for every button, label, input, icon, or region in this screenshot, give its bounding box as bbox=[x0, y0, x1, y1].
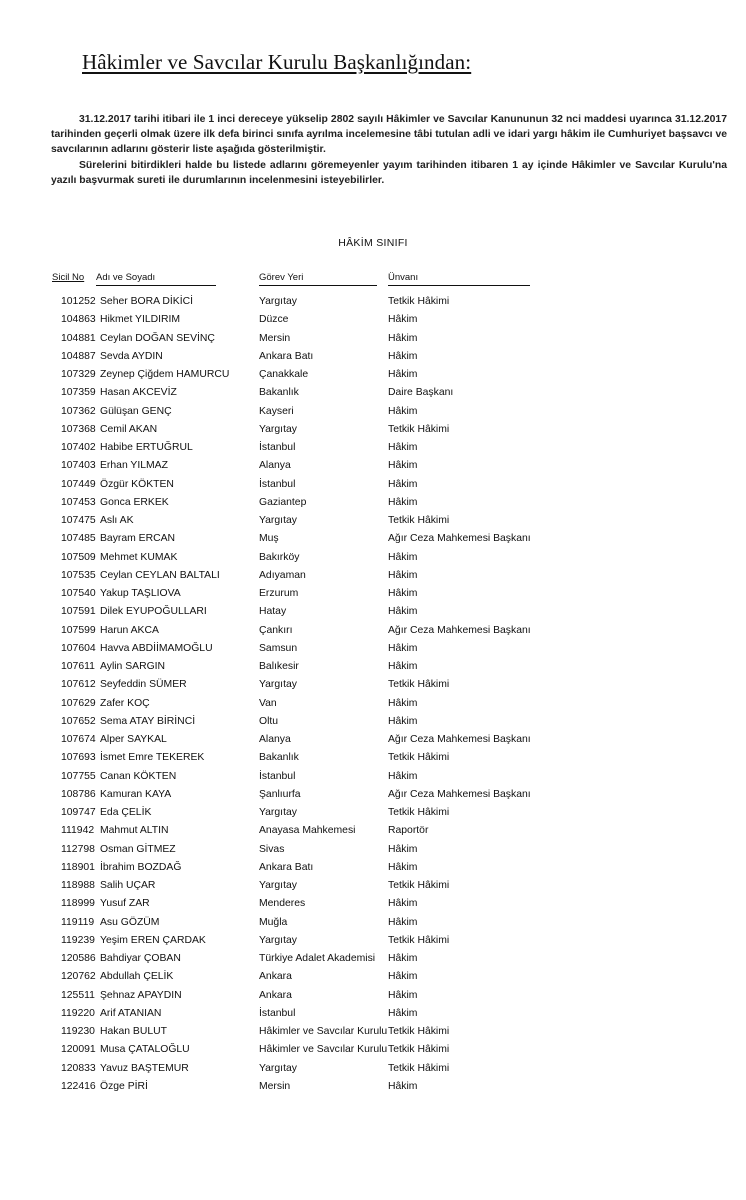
table-row bbox=[0, 950, 746, 968]
duty-location: Kayseri bbox=[259, 405, 294, 417]
person-name: Bahdiyar ÇOBAN bbox=[100, 953, 181, 964]
job-title: Hâkim bbox=[388, 953, 418, 964]
table-row bbox=[0, 622, 746, 640]
table-row bbox=[0, 968, 746, 986]
duty-location: Çanakkale bbox=[259, 369, 309, 380]
duty-location: Menderes bbox=[259, 898, 306, 910]
judge-list bbox=[0, 293, 746, 1096]
person-name: Bayram ERCAN bbox=[100, 533, 176, 545]
duty-location: Yargıtay bbox=[259, 1062, 297, 1074]
sicil-number: 107368 bbox=[61, 423, 96, 435]
sicil-number: 120833 bbox=[61, 1062, 96, 1074]
duty-location: İstanbul bbox=[259, 1007, 296, 1019]
sicil-number: 107475 bbox=[61, 515, 96, 526]
notice-paragraph: Sürelerini bitirdikleri halde bu listede adlarını göremeyenler yayım tarihinden itibaren 1 ay içinde Hâkimler ve Savcılar Kurulu'na yazılı başvurmak sureti ile durumlarının incelenmesini isteyebilirler. bbox=[51, 160, 727, 187]
person-name: Gülüşan GENÇ bbox=[100, 405, 172, 417]
table-row bbox=[0, 366, 746, 384]
person-name: Yakup TAŞLIOVA bbox=[100, 588, 181, 599]
sicil-number: 107755 bbox=[61, 770, 96, 782]
job-title: Ağır Ceza Mahkemesi Başkanı bbox=[388, 533, 531, 545]
person-name: Yavuz BAŞTEMUR bbox=[100, 1062, 189, 1074]
duty-location: Balıkesir bbox=[259, 661, 299, 672]
table-row bbox=[0, 457, 746, 475]
column-header-name: Adı ve Soyadı bbox=[96, 272, 216, 286]
job-title: Hâkim bbox=[388, 460, 418, 472]
person-name: Ceylan DOĞAN SEVİNÇ bbox=[100, 332, 215, 344]
job-title: Hâkim bbox=[388, 369, 418, 380]
duty-location: Ankara bbox=[259, 989, 292, 1001]
person-name: Osman GİTMEZ bbox=[100, 843, 176, 855]
person-name: Özge PİRİ bbox=[100, 1080, 148, 1092]
sicil-number: 104881 bbox=[61, 332, 96, 344]
duty-location: Van bbox=[259, 697, 277, 709]
person-name: Arif ATANIAN bbox=[100, 1007, 162, 1019]
table-row bbox=[0, 330, 746, 348]
table-row bbox=[0, 695, 746, 713]
job-title: Ağır Ceza Mahkemesi Başkanı bbox=[388, 788, 531, 800]
sicil-number: 120091 bbox=[61, 1044, 96, 1056]
sicil-number: 107509 bbox=[61, 551, 96, 563]
person-name: Sema ATAY BİRİNCİ bbox=[100, 715, 196, 727]
document-title: Hâkimler ve Savcılar Kurulu Başkanlığından: bbox=[82, 50, 472, 74]
job-title: Tetkik Hâkimi bbox=[388, 423, 450, 435]
duty-location: Adıyaman bbox=[259, 569, 306, 581]
job-title: Tetkik Hâkimi bbox=[388, 807, 450, 818]
duty-location: Sivas bbox=[259, 843, 285, 855]
table-row bbox=[0, 987, 746, 1005]
table-row bbox=[0, 512, 746, 530]
sicil-number: 119230 bbox=[61, 1026, 95, 1037]
person-name: Alper SAYKAL bbox=[100, 734, 167, 745]
person-name: Salih UÇAR bbox=[100, 880, 156, 891]
sicil-number: 120586 bbox=[61, 953, 96, 964]
job-title: Hâkim bbox=[388, 496, 418, 508]
sicil-number: 107449 bbox=[61, 478, 96, 490]
sicil-number: 101252 bbox=[61, 296, 96, 307]
duty-location: Anayasa Mahkemesi bbox=[259, 825, 356, 837]
sicil-number: 107693 bbox=[61, 752, 96, 764]
person-name: Canan KÖKTEN bbox=[100, 770, 177, 782]
job-title: Hâkim bbox=[388, 898, 418, 910]
person-name: Harun AKCA bbox=[100, 624, 159, 636]
person-name: Seher BORA DİKİCİ bbox=[100, 296, 193, 307]
table-row bbox=[0, 311, 746, 329]
table-row bbox=[0, 658, 746, 676]
duty-location: Ankara bbox=[259, 971, 292, 983]
person-name: Hakan BULUT bbox=[100, 1026, 167, 1037]
sicil-number: 107612 bbox=[61, 679, 96, 691]
person-name: Seyfeddin SÜMER bbox=[100, 679, 187, 691]
sicil-number: 107485 bbox=[61, 533, 96, 545]
duty-location: Yargıtay bbox=[259, 423, 297, 435]
duty-location: Yargıtay bbox=[259, 515, 297, 526]
column-header-title: Ünvanı bbox=[388, 272, 530, 286]
person-name: İsmet Emre TEKEREK bbox=[100, 752, 205, 764]
job-title: Daire Başkanı bbox=[388, 387, 454, 399]
sicil-number: 107652 bbox=[61, 715, 96, 727]
sicil-number: 107611 bbox=[61, 661, 95, 672]
job-title: Tetkik Hâkimi bbox=[388, 752, 450, 764]
table-row bbox=[0, 384, 746, 402]
duty-location: Şanlıurfa bbox=[259, 788, 301, 800]
job-title: Hâkim bbox=[388, 861, 418, 873]
duty-location: Erzurum bbox=[259, 588, 299, 599]
job-title: Tetkik Hâkimi bbox=[388, 1026, 450, 1037]
person-name: Musa ÇATALOĞLU bbox=[100, 1044, 190, 1056]
duty-location: Bakırköy bbox=[259, 551, 300, 563]
sicil-number: 107402 bbox=[61, 442, 96, 453]
person-name: Gonca ERKEK bbox=[100, 496, 169, 508]
table-row bbox=[0, 348, 746, 366]
job-title: Tetkik Hâkimi bbox=[388, 296, 450, 307]
sicil-number: 107629 bbox=[61, 697, 96, 709]
duty-location: Yargıtay bbox=[259, 679, 297, 691]
duty-location: Bakanlık bbox=[259, 752, 299, 764]
person-name: Zafer KOÇ bbox=[100, 697, 150, 709]
person-name: Ceylan CEYLAN BALTALI bbox=[100, 569, 220, 581]
person-name: Yusuf ZAR bbox=[100, 898, 150, 910]
duty-location: Türkiye Adalet Akademisi bbox=[259, 953, 376, 964]
table-row bbox=[0, 476, 746, 494]
sicil-number: 107604 bbox=[61, 642, 96, 654]
job-title: Hâkim bbox=[388, 989, 418, 1001]
duty-location: İstanbul bbox=[259, 770, 296, 782]
person-name: Yeşim EREN ÇARDAK bbox=[100, 934, 206, 946]
table-row bbox=[0, 676, 746, 694]
duty-location: Mersin bbox=[259, 332, 291, 344]
table-row bbox=[0, 439, 746, 457]
job-title: Raportör bbox=[388, 825, 429, 837]
job-title: Tetkik Hâkimi bbox=[388, 515, 450, 526]
duty-location: Gaziantep bbox=[259, 496, 307, 508]
sicil-number: 107359 bbox=[61, 387, 96, 399]
job-title: Hâkim bbox=[388, 606, 418, 618]
sicil-number: 118988 bbox=[61, 880, 95, 891]
intro-paragraph: 31.12.2017 tarihi itibari ile 1 inci dereceye yükselip 2802 sayılı Hâkimler ve Savcılar Kanununun 32 nci maddesi uyarınca 31.12.2017 tarihinden geçerli olmak üzere ilk defa birinci sınıfa ayrılma incelemesine tâbi tutulan adli ve idari yargı hâkim ile Cumhuriyet başsavcı ve savcılarının adlarını gösterir liste aşağıda gösterilmiştir. bbox=[51, 114, 727, 156]
job-title: Hâkim bbox=[388, 1080, 418, 1092]
person-name: Erhan YILMAZ bbox=[100, 460, 168, 472]
duty-location: Alanya bbox=[259, 734, 291, 745]
job-title: Hâkim bbox=[388, 971, 418, 983]
sicil-number: 122416 bbox=[61, 1080, 96, 1092]
job-title: Hâkim bbox=[388, 916, 418, 928]
sicil-number: 118999 bbox=[61, 898, 95, 910]
table-row bbox=[0, 1060, 746, 1078]
table-row bbox=[0, 877, 746, 895]
table-row bbox=[0, 749, 746, 767]
person-name: Hikmet YILDIRIM bbox=[100, 314, 181, 326]
sicil-number: 107674 bbox=[61, 734, 96, 745]
sicil-number: 104863 bbox=[61, 314, 96, 326]
job-title: Ağır Ceza Mahkemesi Başkanı bbox=[388, 624, 531, 636]
person-name: Zeynep Çiğdem HAMURCU bbox=[100, 369, 230, 380]
job-title: Hâkim bbox=[388, 770, 418, 782]
person-name: Cemil AKAN bbox=[100, 423, 158, 435]
table-row bbox=[0, 293, 746, 311]
duty-location: Muş bbox=[259, 533, 279, 545]
table-row bbox=[0, 1078, 746, 1096]
person-name: Dilek EYUPOĞULLARI bbox=[100, 606, 207, 618]
duty-location: Çankırı bbox=[259, 624, 293, 636]
table-row bbox=[0, 895, 746, 913]
sicil-number: 125511 bbox=[61, 989, 95, 1001]
duty-location: Oltu bbox=[259, 715, 279, 727]
table-row bbox=[0, 640, 746, 658]
column-header-location: Görev Yeri bbox=[259, 272, 377, 286]
duty-location: Muğla bbox=[259, 916, 288, 928]
job-title: Tetkik Hâkimi bbox=[388, 1062, 450, 1074]
job-title: Hâkim bbox=[388, 715, 418, 727]
duty-location: Yargıtay bbox=[259, 296, 297, 307]
job-title: Hâkim bbox=[388, 314, 418, 326]
job-title: Hâkim bbox=[388, 661, 418, 672]
job-title: Ağır Ceza Mahkemesi Başkanı bbox=[388, 734, 531, 745]
duty-location: Hâkimler ve Savcılar Kurulu bbox=[259, 1044, 388, 1056]
job-title: Hâkim bbox=[388, 405, 418, 417]
table-row bbox=[0, 603, 746, 621]
sicil-number: 109747 bbox=[61, 807, 96, 818]
table-row bbox=[0, 822, 746, 840]
duty-location: İstanbul bbox=[259, 478, 296, 490]
sicil-number: 107591 bbox=[61, 606, 96, 618]
duty-location: Yargıtay bbox=[259, 807, 297, 818]
sicil-number: 119239 bbox=[61, 934, 95, 946]
job-title: Tetkik Hâkimi bbox=[388, 1044, 450, 1056]
person-name: Havva ABDİİMAMOĞLU bbox=[100, 642, 213, 654]
job-title: Hâkim bbox=[388, 697, 418, 709]
job-title: Tetkik Hâkimi bbox=[388, 679, 450, 691]
job-title: Hâkim bbox=[388, 478, 418, 490]
person-name: Sevda AYDIN bbox=[100, 350, 163, 362]
person-name: Mehmet KUMAK bbox=[100, 551, 178, 563]
sicil-number: 119119 bbox=[61, 916, 95, 928]
duty-location: Mersin bbox=[259, 1080, 291, 1092]
sicil-number: 107403 bbox=[61, 460, 96, 472]
table-row bbox=[0, 786, 746, 804]
table-row bbox=[0, 841, 746, 859]
section-title: HÂKİM SINIFI bbox=[338, 237, 408, 249]
job-title: Hâkim bbox=[388, 350, 418, 362]
job-title: Hâkim bbox=[388, 569, 418, 581]
person-name: Aslı AK bbox=[100, 515, 134, 526]
table-row bbox=[0, 1041, 746, 1059]
job-title: Hâkim bbox=[388, 442, 418, 453]
duty-location: Alanya bbox=[259, 460, 291, 472]
table-row bbox=[0, 859, 746, 877]
sicil-number: 111942 bbox=[61, 825, 95, 837]
table-row bbox=[0, 567, 746, 585]
sicil-number: 107599 bbox=[61, 624, 96, 636]
person-name: Aylin SARGIN bbox=[100, 661, 166, 672]
job-title: Hâkim bbox=[388, 588, 418, 599]
person-name: Eda ÇELİK bbox=[100, 807, 152, 818]
person-name: Habibe ERTUĞRUL bbox=[100, 442, 193, 453]
person-name: Mahmut ALTIN bbox=[100, 825, 169, 837]
sicil-number: 120762 bbox=[61, 971, 96, 983]
job-title: Hâkim bbox=[388, 332, 418, 344]
sicil-number: 107453 bbox=[61, 496, 96, 508]
duty-location: Yargıtay bbox=[259, 880, 297, 891]
person-name: İbrahim BOZDAĞ bbox=[100, 861, 182, 873]
table-row bbox=[0, 421, 746, 439]
duty-location: İstanbul bbox=[259, 442, 296, 453]
duty-location: Bakanlık bbox=[259, 387, 299, 399]
table-row bbox=[0, 914, 746, 932]
table-row bbox=[0, 932, 746, 950]
sicil-number: 104887 bbox=[61, 350, 96, 362]
job-title: Hâkim bbox=[388, 843, 418, 855]
sicil-number: 107329 bbox=[61, 369, 96, 380]
table-row bbox=[0, 403, 746, 421]
table-row bbox=[0, 585, 746, 603]
job-title: Tetkik Hâkimi bbox=[388, 934, 450, 946]
sicil-number: 107362 bbox=[61, 405, 96, 417]
table-row bbox=[0, 1023, 746, 1041]
duty-location: Ankara Batı bbox=[259, 861, 314, 873]
person-name: Şehnaz APAYDIN bbox=[100, 989, 182, 1001]
duty-location: Hatay bbox=[259, 606, 287, 618]
table-row bbox=[0, 804, 746, 822]
person-name: Abdullah ÇELİK bbox=[100, 971, 174, 983]
table-row bbox=[0, 731, 746, 749]
duty-location: Ankara Batı bbox=[259, 350, 314, 362]
sicil-number: 107540 bbox=[61, 588, 96, 599]
table-row bbox=[0, 713, 746, 731]
person-name: Kamuran KAYA bbox=[100, 788, 172, 800]
job-title: Hâkim bbox=[388, 551, 418, 563]
person-name: Asu GÖZÜM bbox=[100, 916, 160, 928]
table-row bbox=[0, 530, 746, 548]
duty-location: Yargıtay bbox=[259, 934, 297, 946]
duty-location: Samsun bbox=[259, 642, 298, 654]
duty-location: Düzce bbox=[259, 314, 289, 326]
person-name: Özgür KÖKTEN bbox=[100, 478, 174, 490]
person-name: Hasan AKCEVİZ bbox=[100, 387, 177, 399]
sicil-number: 107535 bbox=[61, 569, 96, 581]
job-title: Hâkim bbox=[388, 1007, 418, 1019]
sicil-number: 112798 bbox=[61, 843, 95, 855]
table-row bbox=[0, 768, 746, 786]
job-title: Hâkim bbox=[388, 642, 418, 654]
table-row bbox=[0, 494, 746, 512]
column-header-sicil: Sicil No bbox=[52, 272, 85, 283]
sicil-number: 108786 bbox=[61, 788, 96, 800]
job-title: Tetkik Hâkimi bbox=[388, 880, 450, 891]
sicil-number: 119220 bbox=[61, 1007, 95, 1019]
sicil-number: 118901 bbox=[61, 861, 95, 873]
table-row bbox=[0, 549, 746, 567]
table-row bbox=[0, 1005, 746, 1023]
duty-location: Hâkimler ve Savcılar Kurulu bbox=[259, 1026, 388, 1037]
